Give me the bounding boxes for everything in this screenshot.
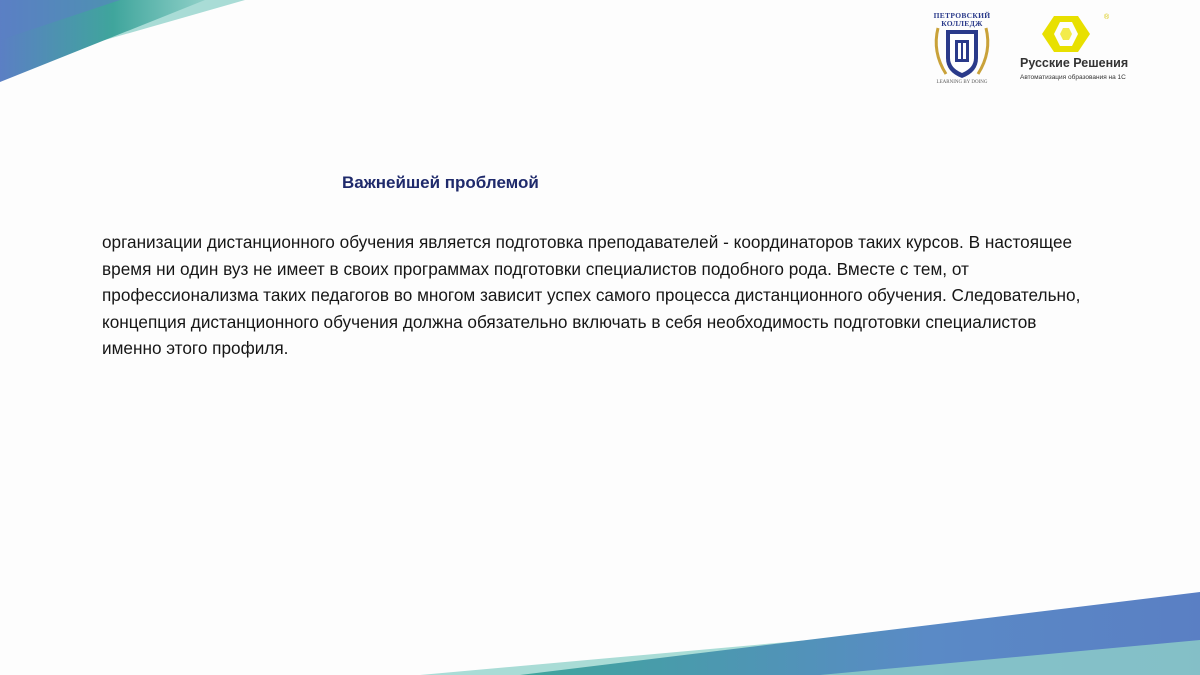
bottom-stripe-light <box>420 605 1200 675</box>
company-tagline: Автоматизация образования на 1С <box>1020 74 1126 81</box>
russkie-resheniya-hexagon-icon <box>1014 14 1104 54</box>
registered-mark: ® <box>1104 14 1110 21</box>
slide-heading: Важнейшей проблемой <box>342 173 539 192</box>
slide-body-text: организации дистанционного обучения является подготовка преподавателей - координаторов таких курсов. В настоящее время ни один вуз не имеет в своих программах подготовки специалистов подобного рода. Вместе с тем, от профессионализма таких педагогов во многом зависит успех самого процесса дистанционного обучения. Следовательно, концепция дистанционного обучения должна обязательно включать в себя необходимость подготовки специалистов именно этого профиля. <box>102 232 1081 358</box>
petrovsky-college-logo <box>926 8 998 94</box>
college-motto: LEARNING BY DOING <box>936 80 988 85</box>
top-stripe-main <box>0 0 205 82</box>
college-name: ПЕТРОВСКИЙ КОЛЛЕДЖ <box>933 11 991 28</box>
russkie-resheniya-logo <box>1014 14 1154 84</box>
top-stripe-dark <box>0 0 120 40</box>
bottom-stripe-accent <box>820 640 1200 675</box>
bottom-stripe-main <box>520 592 1200 675</box>
top-stripe-light <box>0 0 245 70</box>
company-name: Русские Решения <box>1020 56 1129 70</box>
